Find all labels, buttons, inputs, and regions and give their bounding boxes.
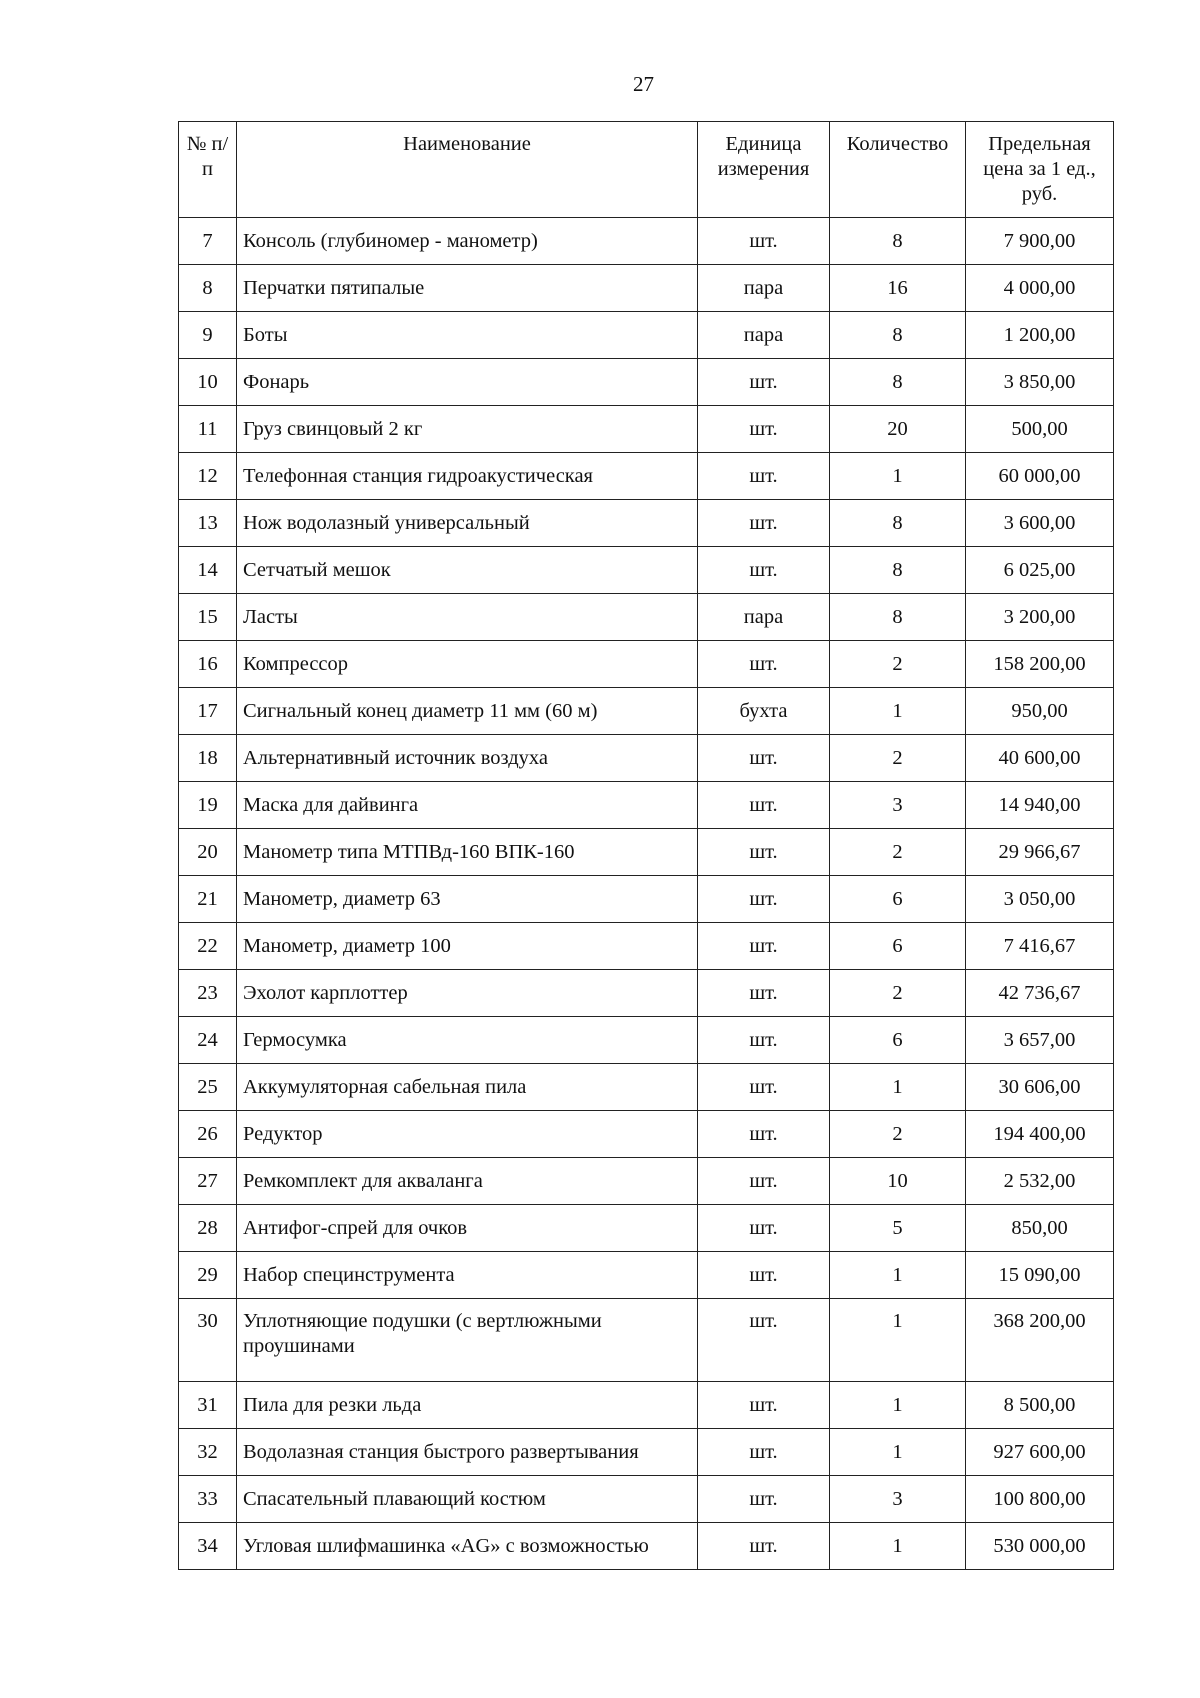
table-row — [179, 1429, 1114, 1476]
table-row — [179, 218, 1114, 265]
item-price: 194 400,00 — [966, 1111, 1114, 1158]
item-price: 3 657,00 — [966, 1017, 1114, 1064]
item-unit: шт. — [698, 1476, 830, 1523]
item-unit: шт. — [698, 1158, 830, 1205]
table-row — [179, 876, 1114, 923]
item-name: Альтернативный источник воздуха — [237, 735, 698, 782]
page-number: 27 — [633, 72, 654, 96]
row-number: 8 — [179, 265, 237, 312]
item-unit: шт. — [698, 829, 830, 876]
row-number: 17 — [179, 688, 237, 735]
item-name: Перчатки пятипалые — [237, 265, 698, 312]
item-unit: бухта — [698, 688, 830, 735]
table-row — [179, 970, 1114, 1017]
row-number: 23 — [179, 970, 237, 1017]
item-price: 500,00 — [966, 406, 1114, 453]
table-row — [179, 547, 1114, 594]
row-number: 33 — [179, 1476, 237, 1523]
item-name: Водолазная станция быстрого развертывания — [237, 1429, 698, 1476]
table-row — [179, 1299, 1114, 1382]
item-quantity: 1 — [830, 1429, 966, 1476]
row-number: 21 — [179, 876, 237, 923]
item-unit: шт. — [698, 1205, 830, 1252]
item-name: Боты — [237, 312, 698, 359]
item-name: Нож водолазный универсальный — [237, 500, 698, 547]
item-price: 3 850,00 — [966, 359, 1114, 406]
table-row — [179, 1252, 1114, 1299]
item-unit: шт. — [698, 782, 830, 829]
item-name: Сетчатый мешок — [237, 547, 698, 594]
item-unit: шт. — [698, 500, 830, 547]
table-row — [179, 641, 1114, 688]
item-quantity: 3 — [830, 782, 966, 829]
item-name: Угловая шлифмашинка «AG» с возможностью — [237, 1523, 698, 1570]
item-name: Аккумуляторная сабельная пила — [237, 1064, 698, 1111]
item-unit: шт. — [698, 1382, 830, 1429]
item-price: 15 090,00 — [966, 1252, 1114, 1299]
row-number: 13 — [179, 500, 237, 547]
item-quantity: 3 — [830, 1476, 966, 1523]
item-price: 850,00 — [966, 1205, 1114, 1252]
item-name: Ремкомплект для акваланга — [237, 1158, 698, 1205]
item-quantity: 2 — [830, 1111, 966, 1158]
item-quantity: 1 — [830, 1299, 966, 1382]
row-number: 20 — [179, 829, 237, 876]
item-price: 100 800,00 — [966, 1476, 1114, 1523]
row-number: 30 — [179, 1299, 237, 1382]
item-quantity: 6 — [830, 876, 966, 923]
header-quantity: Количество — [830, 122, 966, 218]
row-number: 32 — [179, 1429, 237, 1476]
item-price: 30 606,00 — [966, 1064, 1114, 1111]
item-price: 8 500,00 — [966, 1382, 1114, 1429]
item-unit: шт. — [698, 735, 830, 782]
row-number: 16 — [179, 641, 237, 688]
item-price: 42 736,67 — [966, 970, 1114, 1017]
item-quantity: 20 — [830, 406, 966, 453]
item-name: Манометр, диаметр 100 — [237, 923, 698, 970]
header-number: № п/п — [179, 122, 237, 218]
row-number: 29 — [179, 1252, 237, 1299]
item-unit: шт. — [698, 923, 830, 970]
table-header-row — [179, 122, 1114, 218]
table-row — [179, 594, 1114, 641]
item-unit: шт. — [698, 218, 830, 265]
item-price: 927 600,00 — [966, 1429, 1114, 1476]
table-row — [179, 1523, 1114, 1570]
item-unit: шт. — [698, 876, 830, 923]
row-number: 31 — [179, 1382, 237, 1429]
item-quantity: 2 — [830, 970, 966, 1017]
item-quantity: 8 — [830, 218, 966, 265]
item-name: Эхолот карплоттер — [237, 970, 698, 1017]
item-unit: шт. — [698, 1111, 830, 1158]
table-row — [179, 923, 1114, 970]
item-name: Пила для резки льда — [237, 1382, 698, 1429]
item-name: Телефонная станция гидроакустическая — [237, 453, 698, 500]
item-name: Набор специнструмента — [237, 1252, 698, 1299]
table-row — [179, 1017, 1114, 1064]
item-price: 7 900,00 — [966, 218, 1114, 265]
item-price: 6 025,00 — [966, 547, 1114, 594]
item-quantity: 6 — [830, 1017, 966, 1064]
item-quantity: 1 — [830, 1523, 966, 1570]
item-unit: шт. — [698, 1523, 830, 1570]
table-row — [179, 1382, 1114, 1429]
item-quantity: 1 — [830, 453, 966, 500]
row-number: 12 — [179, 453, 237, 500]
header-unit: Единица измерения — [698, 122, 830, 218]
row-number: 15 — [179, 594, 237, 641]
table-row — [179, 359, 1114, 406]
item-price: 60 000,00 — [966, 453, 1114, 500]
item-quantity: 5 — [830, 1205, 966, 1252]
header-name: Наименование — [237, 122, 698, 218]
table-row — [179, 829, 1114, 876]
item-price: 29 966,67 — [966, 829, 1114, 876]
item-unit: шт. — [698, 453, 830, 500]
item-quantity: 2 — [830, 829, 966, 876]
row-number: 22 — [179, 923, 237, 970]
price-table — [178, 121, 1114, 1570]
item-name: Редуктор — [237, 1111, 698, 1158]
item-quantity: 8 — [830, 547, 966, 594]
item-quantity: 1 — [830, 1064, 966, 1111]
item-price: 2 532,00 — [966, 1158, 1114, 1205]
item-name: Гермосумка — [237, 1017, 698, 1064]
row-number: 19 — [179, 782, 237, 829]
item-name: Груз свинцовый 2 кг — [237, 406, 698, 453]
item-unit: шт. — [698, 1429, 830, 1476]
item-price: 3 200,00 — [966, 594, 1114, 641]
item-unit: шт. — [698, 359, 830, 406]
item-price: 1 200,00 — [966, 312, 1114, 359]
row-number: 34 — [179, 1523, 237, 1570]
row-number: 26 — [179, 1111, 237, 1158]
row-number: 27 — [179, 1158, 237, 1205]
item-quantity: 16 — [830, 265, 966, 312]
header-price: Предельная цена за 1 ед., руб. — [966, 122, 1114, 218]
item-unit: шт. — [698, 1064, 830, 1111]
item-price: 40 600,00 — [966, 735, 1114, 782]
item-quantity: 1 — [830, 688, 966, 735]
table-row — [179, 1111, 1114, 1158]
item-name: Фонарь — [237, 359, 698, 406]
table-row — [179, 265, 1114, 312]
item-quantity: 2 — [830, 641, 966, 688]
item-name: Манометр типа МТПВд-160 ВПК-160 — [237, 829, 698, 876]
item-quantity: 2 — [830, 735, 966, 782]
row-number: 11 — [179, 406, 237, 453]
item-price: 3 600,00 — [966, 500, 1114, 547]
item-price: 4 000,00 — [966, 265, 1114, 312]
table-row — [179, 1064, 1114, 1111]
item-price: 530 000,00 — [966, 1523, 1114, 1570]
item-unit: шт. — [698, 641, 830, 688]
item-unit: шт. — [698, 1017, 830, 1064]
item-unit: шт. — [698, 1252, 830, 1299]
table-row — [179, 406, 1114, 453]
item-name: Уплотняющие подушки (с вертлюжными проушинами — [237, 1299, 698, 1382]
item-name: Ласты — [237, 594, 698, 641]
table-row — [179, 688, 1114, 735]
item-name: Консоль (глубиномер - манометр) — [237, 218, 698, 265]
item-price: 950,00 — [966, 688, 1114, 735]
item-quantity: 8 — [830, 359, 966, 406]
row-number: 28 — [179, 1205, 237, 1252]
table-row — [179, 1158, 1114, 1205]
item-name: Антифог-спрей для очков — [237, 1205, 698, 1252]
item-quantity: 1 — [830, 1382, 966, 1429]
item-unit: шт. — [698, 547, 830, 594]
item-price: 7 416,67 — [966, 923, 1114, 970]
table-row — [179, 1476, 1114, 1523]
item-price: 368 200,00 — [966, 1299, 1114, 1382]
item-quantity: 8 — [830, 500, 966, 547]
item-unit: шт. — [698, 1299, 830, 1382]
item-price: 158 200,00 — [966, 641, 1114, 688]
item-unit: пара — [698, 312, 830, 359]
item-name: Сигнальный конец диаметр 11 мм (60 м) — [237, 688, 698, 735]
table-row — [179, 500, 1114, 547]
table-row — [179, 735, 1114, 782]
item-name: Компрессор — [237, 641, 698, 688]
item-quantity: 10 — [830, 1158, 966, 1205]
row-number: 10 — [179, 359, 237, 406]
row-number: 9 — [179, 312, 237, 359]
item-name: Маска для дайвинга — [237, 782, 698, 829]
item-quantity: 8 — [830, 312, 966, 359]
item-price: 14 940,00 — [966, 782, 1114, 829]
item-name: Манометр, диаметр 63 — [237, 876, 698, 923]
table-row — [179, 453, 1114, 500]
item-quantity: 8 — [830, 594, 966, 641]
item-unit: пара — [698, 594, 830, 641]
item-quantity: 6 — [830, 923, 966, 970]
item-price: 3 050,00 — [966, 876, 1114, 923]
table-row — [179, 782, 1114, 829]
table-row — [179, 1205, 1114, 1252]
item-unit: пара — [698, 265, 830, 312]
table-row — [179, 312, 1114, 359]
item-name: Спасательный плавающий костюм — [237, 1476, 698, 1523]
row-number: 24 — [179, 1017, 237, 1064]
item-unit: шт. — [698, 406, 830, 453]
item-quantity: 1 — [830, 1252, 966, 1299]
row-number: 18 — [179, 735, 237, 782]
item-unit: шт. — [698, 970, 830, 1017]
row-number: 7 — [179, 218, 237, 265]
row-number: 25 — [179, 1064, 237, 1111]
row-number: 14 — [179, 547, 237, 594]
